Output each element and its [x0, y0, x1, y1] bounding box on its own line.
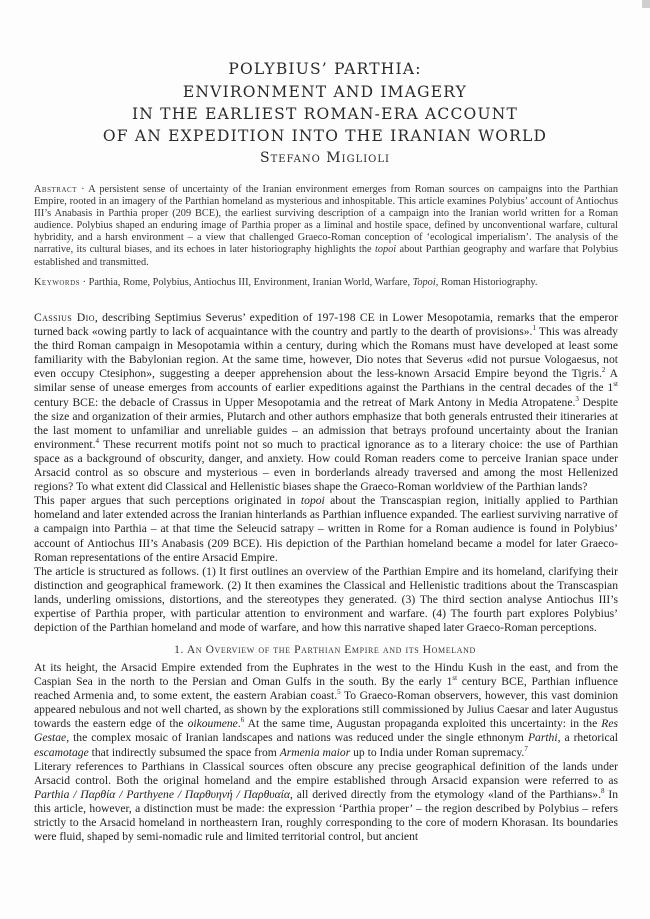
page-corner-fold — [642, 0, 650, 8]
oikoumene-term: oikoumene — [187, 717, 238, 731]
parthia-forms-term: Parthia / Παρθία / Parthyene / Παρθυηνή / Παρθυαία — [34, 787, 290, 801]
res-gestae-term: Res Gestae — [34, 717, 619, 745]
section-1-body — [34, 661, 618, 844]
escamotage-term: escamotage — [34, 745, 89, 759]
footnote-ref[interactable]: 8 — [600, 786, 605, 795]
footnote-ref[interactable]: 7 — [524, 744, 528, 753]
p2b-text: about the Transcaspian region, initially applied to Parthian homeland and later extended across the Iranian hinterlands as Parthian influence expanded. The earliest surviving narrative of a campaign into Parthia – at that time the Seleucid satrapy – written in Rome for a Roman audience is found in Polybius’ account of Antiochus III’s Anabasis (209 BCE). His depiction of the Parthian homeland became a model for later Graeco-Roman representations of the entire Arsacid Empire. — [34, 494, 619, 564]
lead-author: Cassius Dio — [34, 311, 95, 324]
s1p1b-text: century BCE, Parthian influence reached Armenia and, to some extent, the eastern Arabian coast. — [34, 675, 618, 703]
s1p1h-text: up to India under Roman supremacy. — [353, 745, 525, 759]
intro-body — [34, 311, 618, 635]
s1p2c-text: In this article, however, a distinction must be made: the expression ‘Parthia proper’ – the region described by Polybius – refers strictly to the Arsacid homeland in northeastern Iran, roughly corresponding to the core of modern Khorasan. Its boundaries were fluid, shaped by semi-nomadic rule and limited territorial control, but ancient — [34, 787, 618, 844]
ordinal-suffix: st — [452, 674, 458, 683]
s1p2b-text: , all derived directly from the etymology «land of the Parthians». — [289, 787, 601, 801]
title-line-3: IN THE EARLIEST ROMAN-ERA ACCOUNT — [131, 105, 519, 123]
paragraph-3: The article is structured as follows. (1) It first outlines an overview of the Parthian Empire and its homeland, clarifying their distinction and geographical framework. (2) It then examines the Classical and Hellenistic traditions about the Transcaspian lands, underling omissions, distortions, and the stereotypes they generated. (3) The third section analyse Antiochus III’s expertise of Parthia proper, with particular attention to environment and warfare. (4) The fourth part explores Polybius’ depiction of the Parthian homeland and mode of warfare, and how this narrative shaped later Graeco-Roman perceptions. — [34, 564, 618, 635]
footnote-ref[interactable]: 4 — [95, 436, 99, 445]
p1e-text: Despite the size and organization of their armies, Plutarch and other authors emphasize that both generals entrusted their itineraries at the last moment to unfamiliar and unreliable guides – an admission that betrays profound uncertainty about the Iranian environment. — [34, 395, 618, 451]
s1p1f-text: , a rhetorical — [557, 731, 618, 745]
s1p2a-text: Literary references to Parthians in Classical sources often obscure any precise geographical definition of the lands under Arsacid control. Both the original homeland and the empire established through Arsacid expansion were referred to as — [34, 759, 618, 787]
abstract-label: Abstract — [34, 184, 77, 195]
section-1-paragraph-1: At its height, the Arsacid Empire extended from the Euphrates in the west to the Hindu Kush in the east, and from the Caspian Sea in the north to the Persian and Oman Gulfs in the south. By the early 1st century BCE, Parthian influence reached Armenia and, to some extent, the eastern Arabian coast.$^5$ To Graeco-Roman observers, however, this vast dominion appeared nebulous and not well charted, as shown by the explorations still commissioned by Julius Caesar and later Augustus towards the eastern edge of the oikoumene.$^6$ At the same time, Augustan propaganda exploited this uncertainty: in the Res Gestae, the complex mosaic of Iranian landscapes and nations was reduced under the single ethnonym Parthi, a rhetorical escamotage that indirectly subsumed the space from Armenia maior up to India under Roman supremacy.$^7$ — [34, 661, 619, 759]
s1p1e-text: , the complex mosaic of Iranian landscapes and nations was reduced under the single ethnonym — [66, 731, 524, 745]
section-heading: 1. An Overview of the Parthian Empire and its Homeland — [174, 644, 476, 656]
footnote-ref[interactable]: 5 — [337, 688, 341, 697]
paragraph-1 — [34, 311, 618, 494]
p1f-text: These recurrent motifs point not so much to practical ignorance as to a literary choice: the use of Parthian space as a background of obscurity, danger, and anxiety. How could Roman readers come to perceive Iranian space under Arsacid control as so obscure and mysterious – even in borderlands already traversed and among the most Hellenized regions? To what extent did Classical and Hellenistic biases shape the Graeco-Roman worldview of the Parthian lands? — [34, 437, 618, 494]
keywords-text: Parthia, Rome, Polybius, Antiochus III, Environment, Iranian World, Warfare, — [88, 277, 411, 288]
keywords-text-end: , Roman Historiography. — [435, 277, 538, 288]
p1c-text: A similar sense of unease emerges from accounts of earlier expeditions against the Parthians in the central decades of the 1 — [34, 367, 618, 395]
s1p1d-text: At the same time, Augustan propaganda exploited this uncertainty: in the — [244, 717, 598, 731]
s1p1c-text: To Graeco-Roman observers, however, this vast dominion appeared nebulous and not well charted, as shown by the explorations still commissioned by Julius Caesar and later Augustus towards the eastern edge of the — [34, 689, 619, 731]
abstract-topoi: topoi — [374, 244, 397, 256]
p1b-text: This was already the third Roman campaign in Mesopotamia within a century, during which the Romans must have developed at least some familiarity with the Babylonian region. At the same time, however, Dio notes that Severus «did not pursue Vologaesus, not even occupy Ctesiphon», suggesting a deeper apprehension about the less-known Arsacid Empire beyond the Tigris. — [34, 325, 618, 381]
footnote-ref[interactable]: 3 — [575, 394, 579, 403]
p1-text: , describing Septimius Severus’ expedition of 197-198 CE in Lower Mesopotamia, remarks that the emperor turned back «owing partly to lack of acquaintance with the country and partly to the dearth of provisions». — [34, 311, 618, 339]
keywords-topoi: Topoi — [412, 277, 436, 288]
keywords — [34, 277, 618, 289]
author-name: Stefano Miglioli — [260, 150, 390, 166]
paragraph-2 — [34, 494, 618, 564]
abstract-separator: · — [76, 184, 89, 195]
p1d-text: century BCE: the debacle of Crassus in Upper Mesopotamia and the retreat of Mark Antony in Media Atropatene. — [34, 395, 576, 409]
footnote-ref[interactable]: 2 — [601, 366, 606, 375]
p2-topoi: topoi — [300, 494, 325, 508]
title-line-1: POLYBIUS’ PARTHIA: — [228, 60, 422, 78]
s1p1a-text: At its height, the Arsacid Empire extended from the Euphrates in the west to the Hindu Kush in the east, and from the Caspian Sea in the north to the Persian and Oman Gulfs in the south. By the early 1 — [34, 661, 618, 689]
abstract-text-end: about Parthian geography and warfare that Polybius established and transmitted. — [34, 244, 619, 268]
footnote-ref[interactable]: 6 — [240, 716, 245, 725]
parthi-term: Parthi — [527, 731, 558, 745]
footnote-ref[interactable]: 1 — [532, 324, 536, 333]
title-line-4: OF AN EXPEDITION INTO THE IRANIAN WORLD — [102, 127, 548, 145]
abstract — [34, 184, 618, 269]
ordinal-suffix: st — [613, 380, 618, 389]
s1p1g-text: that indirectly subsumed the space from — [91, 745, 277, 759]
p2a-text: This paper argues that such perceptions originated in — [34, 494, 296, 508]
keywords-separator: · — [80, 277, 89, 288]
keywords-label: Keywords — [34, 277, 81, 288]
section-1-paragraph-2 — [34, 760, 618, 845]
title-line-2: ENVIRONMENT AND IMAGERY — [182, 83, 468, 101]
armenia-maior-term: Armenia maior — [279, 745, 351, 759]
abstract-text: A persistent sense of uncertainty of the Iranian environment emerges from Roman sources on campaigns into the Parthian Empire, rooted in an imagery of the Parthian homeland as mysterious and inhospitable. This article examines Polybius’ account of Antiochus III’s Anabasis in Parthia proper (209 BCE), the earliest surviving description of a campaign into the Iranian world written for a Roman audience. Polybius shaped an enduring image of Parthia proper as a liminal and hostile space, defined by unconventional warfare, cultural hybridity, and a harsh environment – a view that challenged Graeco-Roman conception of ‘ecological imperialism’. The analysis of the narrative, its cultural biases, and its echoes in later historiography highlights the — [34, 184, 618, 256]
